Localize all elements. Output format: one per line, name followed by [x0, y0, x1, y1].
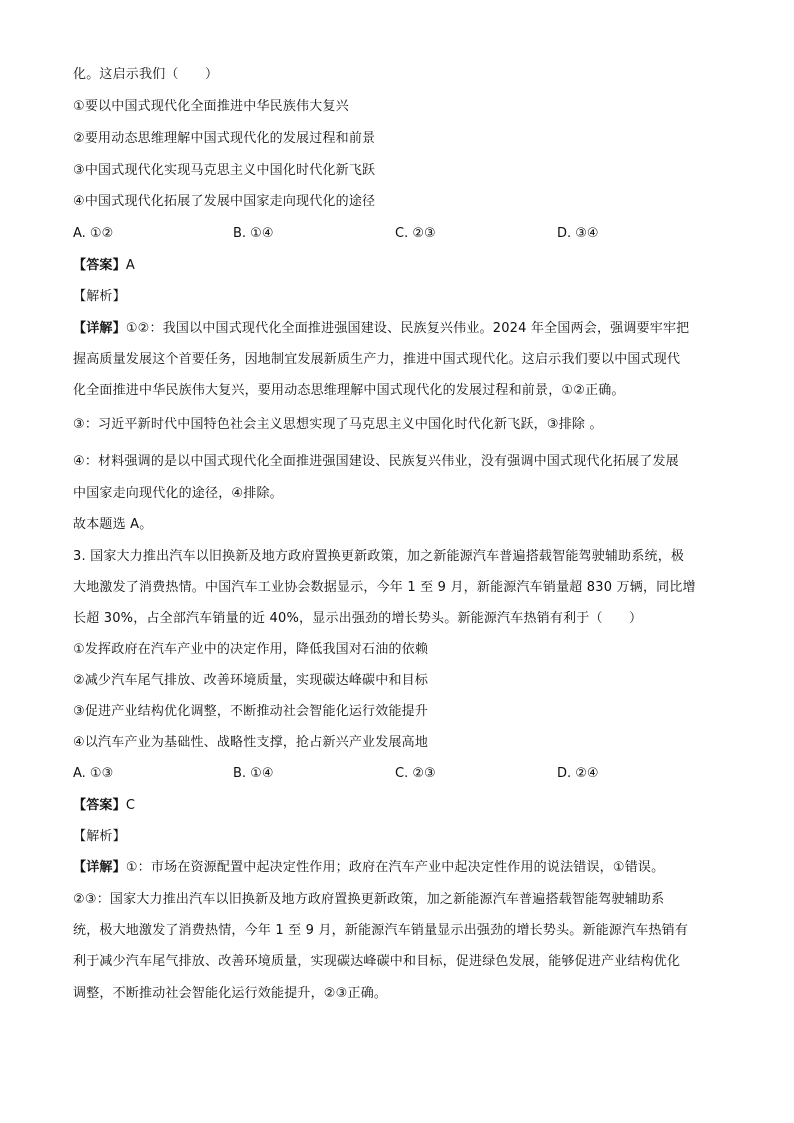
q2-detail-label: 【详解】: [73, 321, 126, 336]
q3-analysis-label: 【解析】: [73, 829, 126, 844]
q2-point-4-line-2: 中国家走向现代化的途径，④排除。: [73, 486, 283, 501]
q2-point-4-line-1: ④：材料强调的是以中国式现代化全面推进强国建设、民族复兴伟业，没有强调中国式现代化拓展了发展: [73, 454, 679, 469]
q2-statement-2: ②要用动态思维理解中国式现代化的发展过程和前景: [73, 131, 376, 146]
q3-option-b: B. ①④: [233, 766, 274, 781]
q3-detail-line-3: 统，极大地激发了消费热情，今年 1 至 9 月，新能源汽车销量显示出强劲的增长势头。新能源汽车热销有: [73, 923, 689, 938]
q3-answer-label: 【答案】: [73, 798, 126, 813]
q2-statement-4: ④中国式现代化拓展了发展中国家走向现代化的途径: [73, 194, 376, 209]
q2-answer-row: [73, 257, 135, 275]
q3-option-a: A. ①③: [73, 766, 114, 781]
q3-answer-value: C: [125, 798, 136, 813]
q2-option-d: D. ③④: [557, 226, 599, 241]
q3-detail-line-4: 利于减少汽车尾气排放、改善环境质量，实现碳达峰碳中和目标，促进绿色发展，能够促进产业结构优化: [73, 954, 681, 969]
q2-point-3: ③：习近平新时代中国特色社会主义思想实现了马克思主义中国化时代化新飞跃，③排除 。: [73, 417, 603, 432]
q3-statement-3: ③促进产业结构优化调整，不断推动社会智能化运行效能提升: [73, 704, 429, 719]
q3-statement-2: ②减少汽车尾气排放、改善环境质量，实现碳达峰碳中和目标: [73, 673, 429, 688]
q2-analysis-label: 【解析】: [73, 289, 126, 304]
q2-detail-text-1: ①②：我国以中国式现代化全面推进强国建设、民族复兴伟业。2024 年全国两会，强调要牢牢把: [125, 321, 690, 336]
q2-option-a: A. ①②: [73, 226, 114, 241]
q2-statement-3: ③中国式现代化实现马克思主义中国化时代化新飞跃: [73, 163, 376, 178]
q3-detail-line-5: 调整，不断推动社会智能化运行效能提升，②③正确。: [73, 986, 388, 1001]
q2-option-b: B. ①④: [233, 226, 274, 241]
q3-detail-line-2: ②③：国家大力推出汽车以旧换新及地方政府置换更新政策，加之新能源汽车普遍搭载智能驾驶辅助系: [73, 892, 665, 907]
q3-detail-first: ①：市场在资源配置中起决定性作用；政府在汽车产业中起决定性作用的说法错误，①错误。: [125, 860, 665, 875]
q2-detail-line-1: [73, 320, 689, 338]
q2-conclusion: 故本题选 A。: [73, 517, 153, 532]
q3-option-c: C. ②③: [395, 766, 436, 781]
q3-answer-row: [73, 797, 135, 815]
q3-stem-line-1: 3. 国家大力推出汽车以旧换新及地方政府置换更新政策，加之新能源汽车普遍搭载智能驾驶辅助系统，极: [73, 549, 685, 564]
q3-option-d: D. ②④: [557, 766, 599, 781]
q2-detail-line-2: 握高质量发展这个首要任务，因地制宜发展新质生产力，推进中国式现代化。这启示我们要以中国式现代: [73, 352, 681, 367]
q2-stem-tail: 化。这启示我们（ ）: [73, 67, 219, 82]
q2-detail-line-3: 化全面推进中华民族伟大复兴，要用动态思维理解中国式现代化的发展过程和前景，①②正确。: [73, 383, 625, 398]
q3-detail-line-1: [73, 859, 664, 877]
q2-option-c: C. ②③: [395, 226, 436, 241]
q3-detail-label: 【详解】: [73, 860, 126, 875]
q2-statement-1: ①要以中国式现代化全面推进中华民族伟大复兴: [73, 99, 349, 114]
q2-answer-value: A: [125, 258, 135, 273]
q3-statement-1: ①发挥政府在汽车产业中的决定作用，降低我国对石油的依赖: [73, 642, 429, 657]
q2-answer-label: 【答案】: [73, 258, 126, 273]
q3-statement-4: ④以汽车产业为基础性、战略性支撑，抢占新兴产业发展高地: [73, 735, 429, 750]
q3-stem-line-2: 大地激发了消费热情。中国汽车工业协会数据显示，今年 1 至 9 月，新能源汽车销量超 830 万辆，同比增: [73, 580, 696, 595]
q3-stem-line-3: 长超 30%，占全部汽车销量的近 40%，显示出强劲的增长势头。新能源汽车热销有利于（ ）: [73, 611, 643, 626]
